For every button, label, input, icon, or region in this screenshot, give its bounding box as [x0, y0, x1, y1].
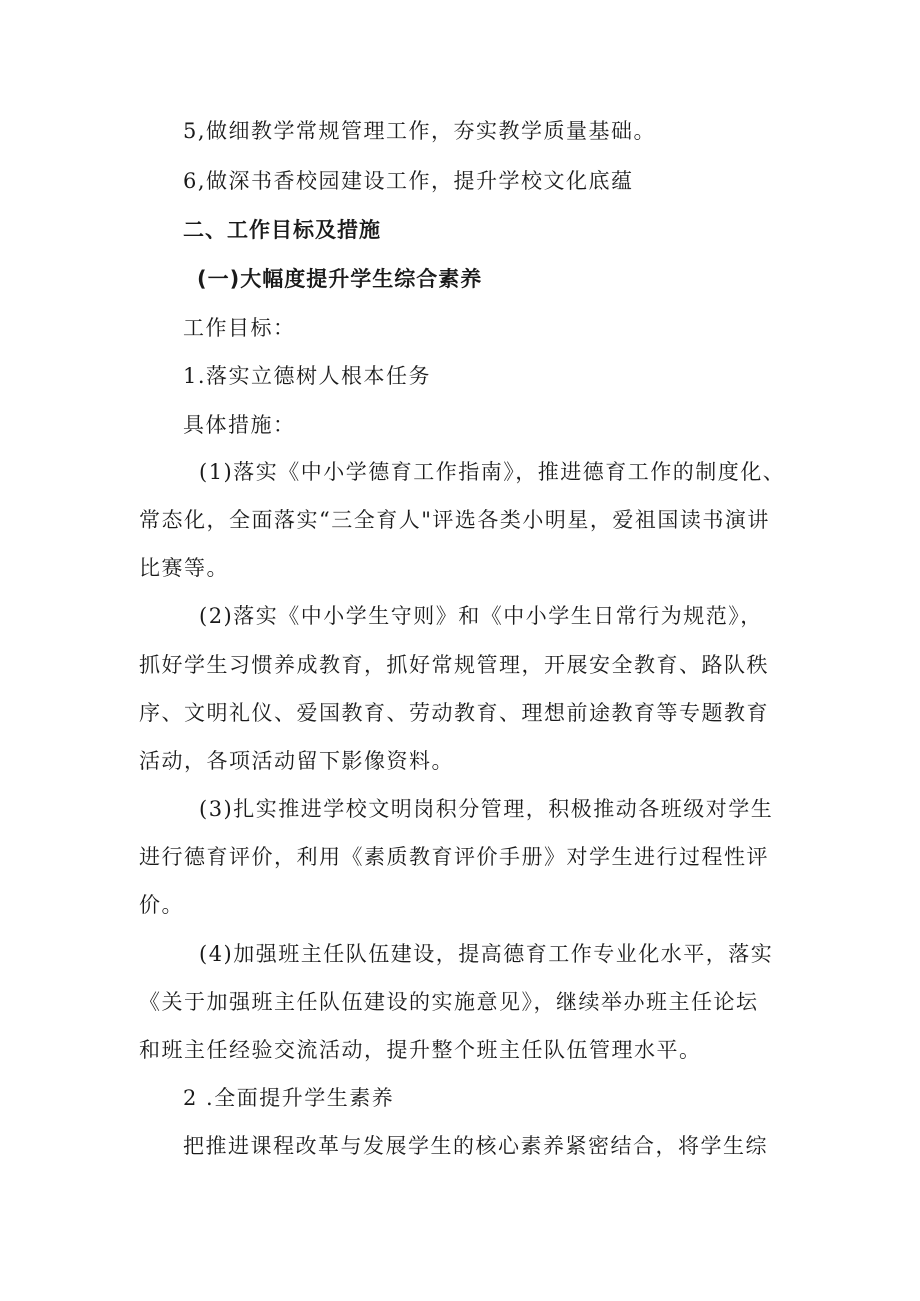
text-line: 价。 — [139, 893, 184, 917]
text-line: 1.落实立德树人根本任务 — [183, 364, 432, 388]
text-line: (3)扎实推进学校文明岗积分管理，积极推动各班级对学生 — [199, 797, 774, 821]
text-line: 6,做深书香校园建设工作，提升学校文化底蕴 — [183, 169, 634, 193]
text-line: 和班主任经验交流活动，提升整个班主任队伍管理水平。 — [139, 1038, 702, 1062]
text-line: 把推进课程改革与发展学生的核心素养紧密结合，将学生综 — [183, 1134, 768, 1158]
text-line: 《关于加强班主任队伍建设的实施意见》，继续举办班主任论坛 — [139, 990, 759, 1014]
text-line: (2)落实《中小学生守则》和《中小学生日常行为规范》， — [199, 604, 763, 628]
text-line: (1)落实《中小学德育工作指南》，推进德育工作的制度化、 — [199, 460, 786, 484]
section-heading: 二、工作目标及措施 — [183, 218, 381, 242]
text-line: 工作目标： — [183, 316, 296, 340]
text-line: (4)加强班主任队伍建设，提高德育工作专业化水平，落实 — [199, 942, 774, 966]
text-line: 序、文明礼仪、爱国教育、劳动教育、理想前途教育等专题教育 — [139, 701, 769, 725]
text-line: 活动，各项活动留下影像资料。 — [139, 749, 454, 773]
text-line: 比赛等。 — [139, 556, 229, 580]
text-line: 常态化，全面落实“三全育人"评选各类小明星，爱祖国读书演讲 — [139, 508, 770, 532]
text-line: 2 .全面提升学生素养 — [183, 1086, 395, 1110]
text-line: 具体措施： — [183, 413, 296, 437]
subsection-heading: (一)大幅度提升学生综合素养 — [197, 267, 483, 291]
text-line: 5,做细教学常规管理工作，夯实教学质量基础。 — [183, 119, 657, 143]
text-line: 抓好学生习惯养成教育，抓好常规管理，开展安全教育、路队秩 — [139, 653, 769, 677]
text-line: 进行德育评价，利用《素质教育评价手册》对学生进行过程性评 — [139, 845, 769, 869]
